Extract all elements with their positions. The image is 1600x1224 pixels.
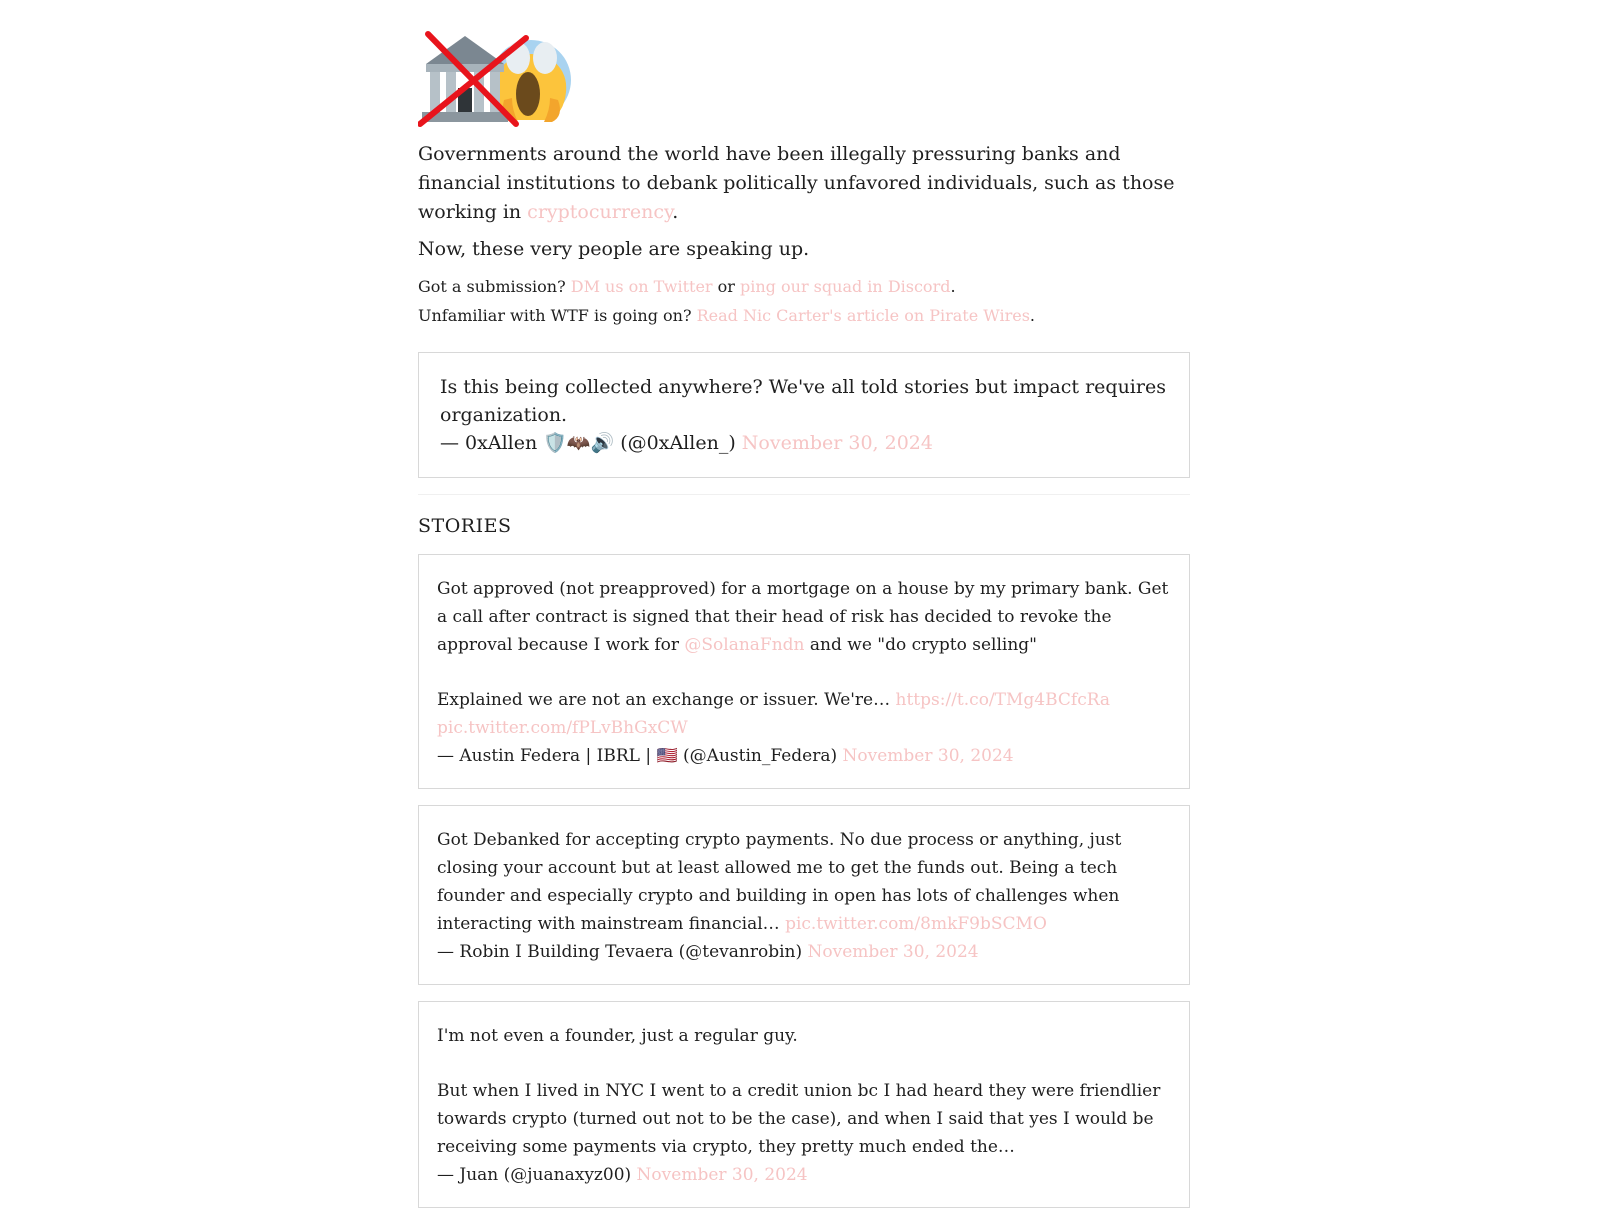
page bbox=[418, 30, 1190, 1224]
intro-end: . bbox=[672, 201, 679, 223]
featured-tweet-author: — 0xAllen 🛡️🦇🔊 (@0xAllen_) bbox=[440, 432, 736, 454]
story-text-part: and we "do crypto selling" bbox=[804, 635, 1037, 655]
story-text-part: Explained we are not an exchange or issuer. We're… bbox=[437, 690, 896, 710]
story-text: I'm not even a founder, just a regular guy. bbox=[437, 1026, 798, 1046]
unfamiliar-prefix: Unfamiliar with WTF is going on? bbox=[418, 306, 697, 325]
featured-tweet bbox=[418, 352, 1190, 478]
pic-twitter-link[interactable]: pic.twitter.com/fPLvBhGxCW bbox=[437, 718, 688, 738]
story-card bbox=[418, 805, 1190, 985]
story-date[interactable]: November 30, 2024 bbox=[842, 746, 1014, 766]
story-date[interactable]: November 30, 2024 bbox=[636, 1165, 808, 1185]
story-text-part: Got Debanked for accepting crypto payments. No due process or anything, just closing your account but at least allowed me to get the funds out. Being a tech founder and especially crypto and building in open has lots of challenges when interacting with mainstream financial… bbox=[437, 830, 1122, 934]
submission-or: or bbox=[712, 277, 741, 296]
intro-text: Governments around the world have been illegally pressuring banks and financial institutions to debank politically unfavored individuals, such as those working in bbox=[418, 143, 1175, 223]
featured-tweet-text: Is this being collected anywhere? We've all told stories but impact requires organization. bbox=[440, 376, 1166, 426]
story-footer bbox=[437, 1161, 1171, 1189]
story-footer bbox=[437, 742, 1171, 770]
unfamiliar-end: . bbox=[1029, 306, 1035, 325]
submission-end: . bbox=[950, 277, 956, 296]
submission-line bbox=[418, 272, 1190, 301]
story-text bbox=[437, 575, 1171, 659]
submission-prefix: Got a submission? bbox=[418, 277, 571, 296]
featured-tweet-date[interactable]: November 30, 2024 bbox=[741, 432, 933, 454]
stories-heading: STORIES bbox=[418, 515, 512, 537]
discord-link[interactable]: ping our squad in Discord bbox=[740, 277, 951, 296]
unfamiliar-line bbox=[418, 301, 1190, 330]
story-author: — Robin I Building Tevaera (@tevanrobin) bbox=[437, 942, 803, 962]
story-text: But when I lived in NYC I went to a credit union bc I had heard they were friendlier towards crypto (turned out not to be the case), and when I said that yes I would be receiving some payments via crypto, they pretty much ended the… bbox=[437, 1081, 1161, 1157]
featured-tweet-footer bbox=[440, 429, 1169, 457]
speaking-up-text: Now, these very people are speaking up. bbox=[418, 238, 810, 260]
cryptocurrency-link[interactable]: cryptocurrency bbox=[527, 201, 673, 223]
solana-mention-link[interactable]: @SolanaFndn bbox=[684, 635, 805, 655]
dm-twitter-link[interactable]: DM us on Twitter bbox=[570, 277, 713, 296]
intro-paragraph bbox=[418, 140, 1190, 227]
paragraph-gap bbox=[437, 1050, 1171, 1077]
debanked-logo bbox=[418, 30, 578, 130]
story-footer bbox=[437, 938, 1171, 966]
story-card bbox=[418, 1001, 1190, 1208]
story-card bbox=[418, 554, 1190, 789]
story-date[interactable]: November 30, 2024 bbox=[807, 942, 979, 962]
logo-graphic bbox=[418, 30, 578, 130]
story-author: — Juan (@juanaxyz00) bbox=[437, 1165, 632, 1185]
story-author: — Austin Federa | IBRL | 🇺🇸 (@Austin_Federa) bbox=[437, 746, 838, 766]
pirate-wires-link[interactable]: Read Nic Carter's article on Pirate Wires bbox=[696, 306, 1030, 325]
pic-twitter-link[interactable]: pic.twitter.com/8mkF9bSCMO bbox=[785, 914, 1047, 934]
story-text-part: Got approved (not preapproved) for a mortgage on a house by my primary bank. Get a call after contract is signed that their head of risk has decided to revoke the approval because I work for bbox=[437, 579, 1169, 655]
story-text bbox=[437, 826, 1171, 938]
story-text bbox=[437, 686, 1171, 742]
section-divider bbox=[418, 494, 1190, 495]
tco-link[interactable]: https://t.co/TMg4BCfcRa bbox=[895, 690, 1111, 710]
paragraph-gap bbox=[437, 659, 1171, 686]
